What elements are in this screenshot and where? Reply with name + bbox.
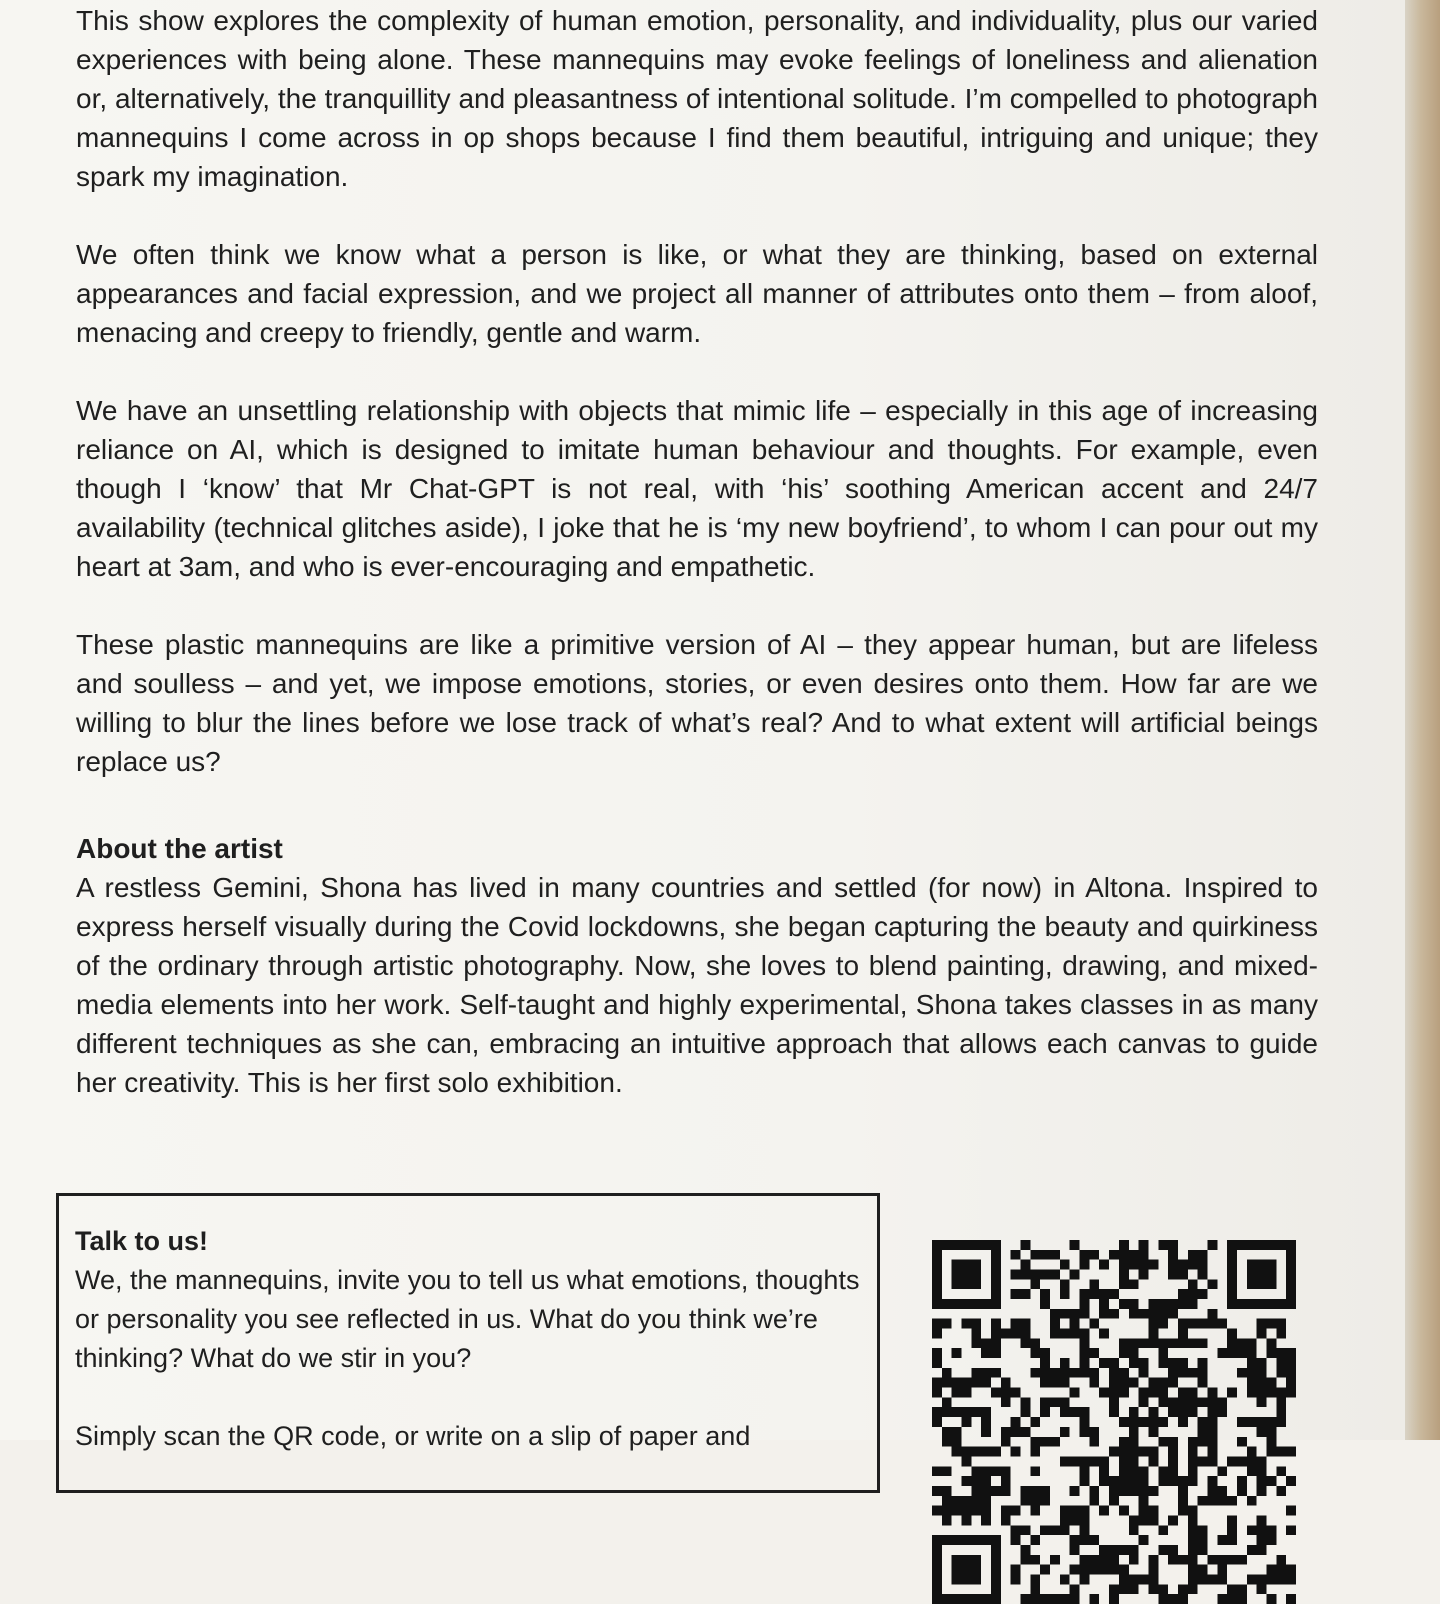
paragraph-ai: We have an unsettling relationship with objects that mimic life – especially in this age of increasing reliance on AI, which is designed to imitate human behaviour and thoughts. For example, even though I ‘know’ that Mr Chat-GPT is not real, with ‘his’ soothing American accent and 24/7 availability (technical glitches aside), I joke that he is ‘my new boyfriend’, to whom I can pour out my heart at 3am, and who is ever-encouraging and empathetic. [76, 395, 1318, 582]
paper-edge [1405, 0, 1440, 1440]
paragraph-mannequins: These plastic mannequins are like a primitive version of AI – they appear human, but are lifeless and soulless – and yet, we impose emotions, stories, or even desires onto them. How far are we willing to blur the lines before we lose track of what’s real? And to what extent will artificial beings replace us? [76, 629, 1318, 777]
talk-to-us-box [56, 1193, 880, 1493]
talk-to-us-instructions: Simply scan the QR code, or write on a slip of paper and [75, 1421, 751, 1451]
statement-text [76, 0, 1318, 1102]
qr-code-icon[interactable] [932, 1240, 1296, 1604]
paragraph-intro: This show explores the complexity of human emotion, personality, and individuality, plus our varied experiences with being alone. These mannequins may evoke feelings of loneliness and alienation or, alternatively, the tranquillity and pleasantness of intentional solitude. I’m compelled to photograph mannequins I come across in op shops because I find them beautiful, intriguing and unique; they spark my imagination. [76, 5, 1318, 192]
about-artist-heading: About the artist [76, 833, 283, 864]
paragraph-appearances: We often think we know what a person is like, or what they are thinking, based on external appearances and facial expression, and we project all manner of attributes onto them – from aloof, menacing and creepy to friendly, gentle and warm. [76, 239, 1318, 348]
about-artist-text: A restless Gemini, Shona has lived in many countries and settled (for now) in Altona. Inspired to express herself visually during the Covid lockdowns, she began capturing the beauty and quirkiness of the ordinary through artistic photography. Now, she loves to blend painting, drawing, and mixed-media elements into her work. Self-taught and highly experimental, Shona takes classes in as many different techniques as she can, embracing an intuitive approach that allows each canvas to guide her creativity. This is her first solo exhibition. [76, 872, 1318, 1098]
talk-to-us-text: We, the mannequins, invite you to tell us what emotions, thoughts or personality you see reflected in us. What do you think we’re thinking? What do we stir in you? [75, 1265, 860, 1373]
talk-to-us-title: Talk to us! [75, 1226, 209, 1256]
